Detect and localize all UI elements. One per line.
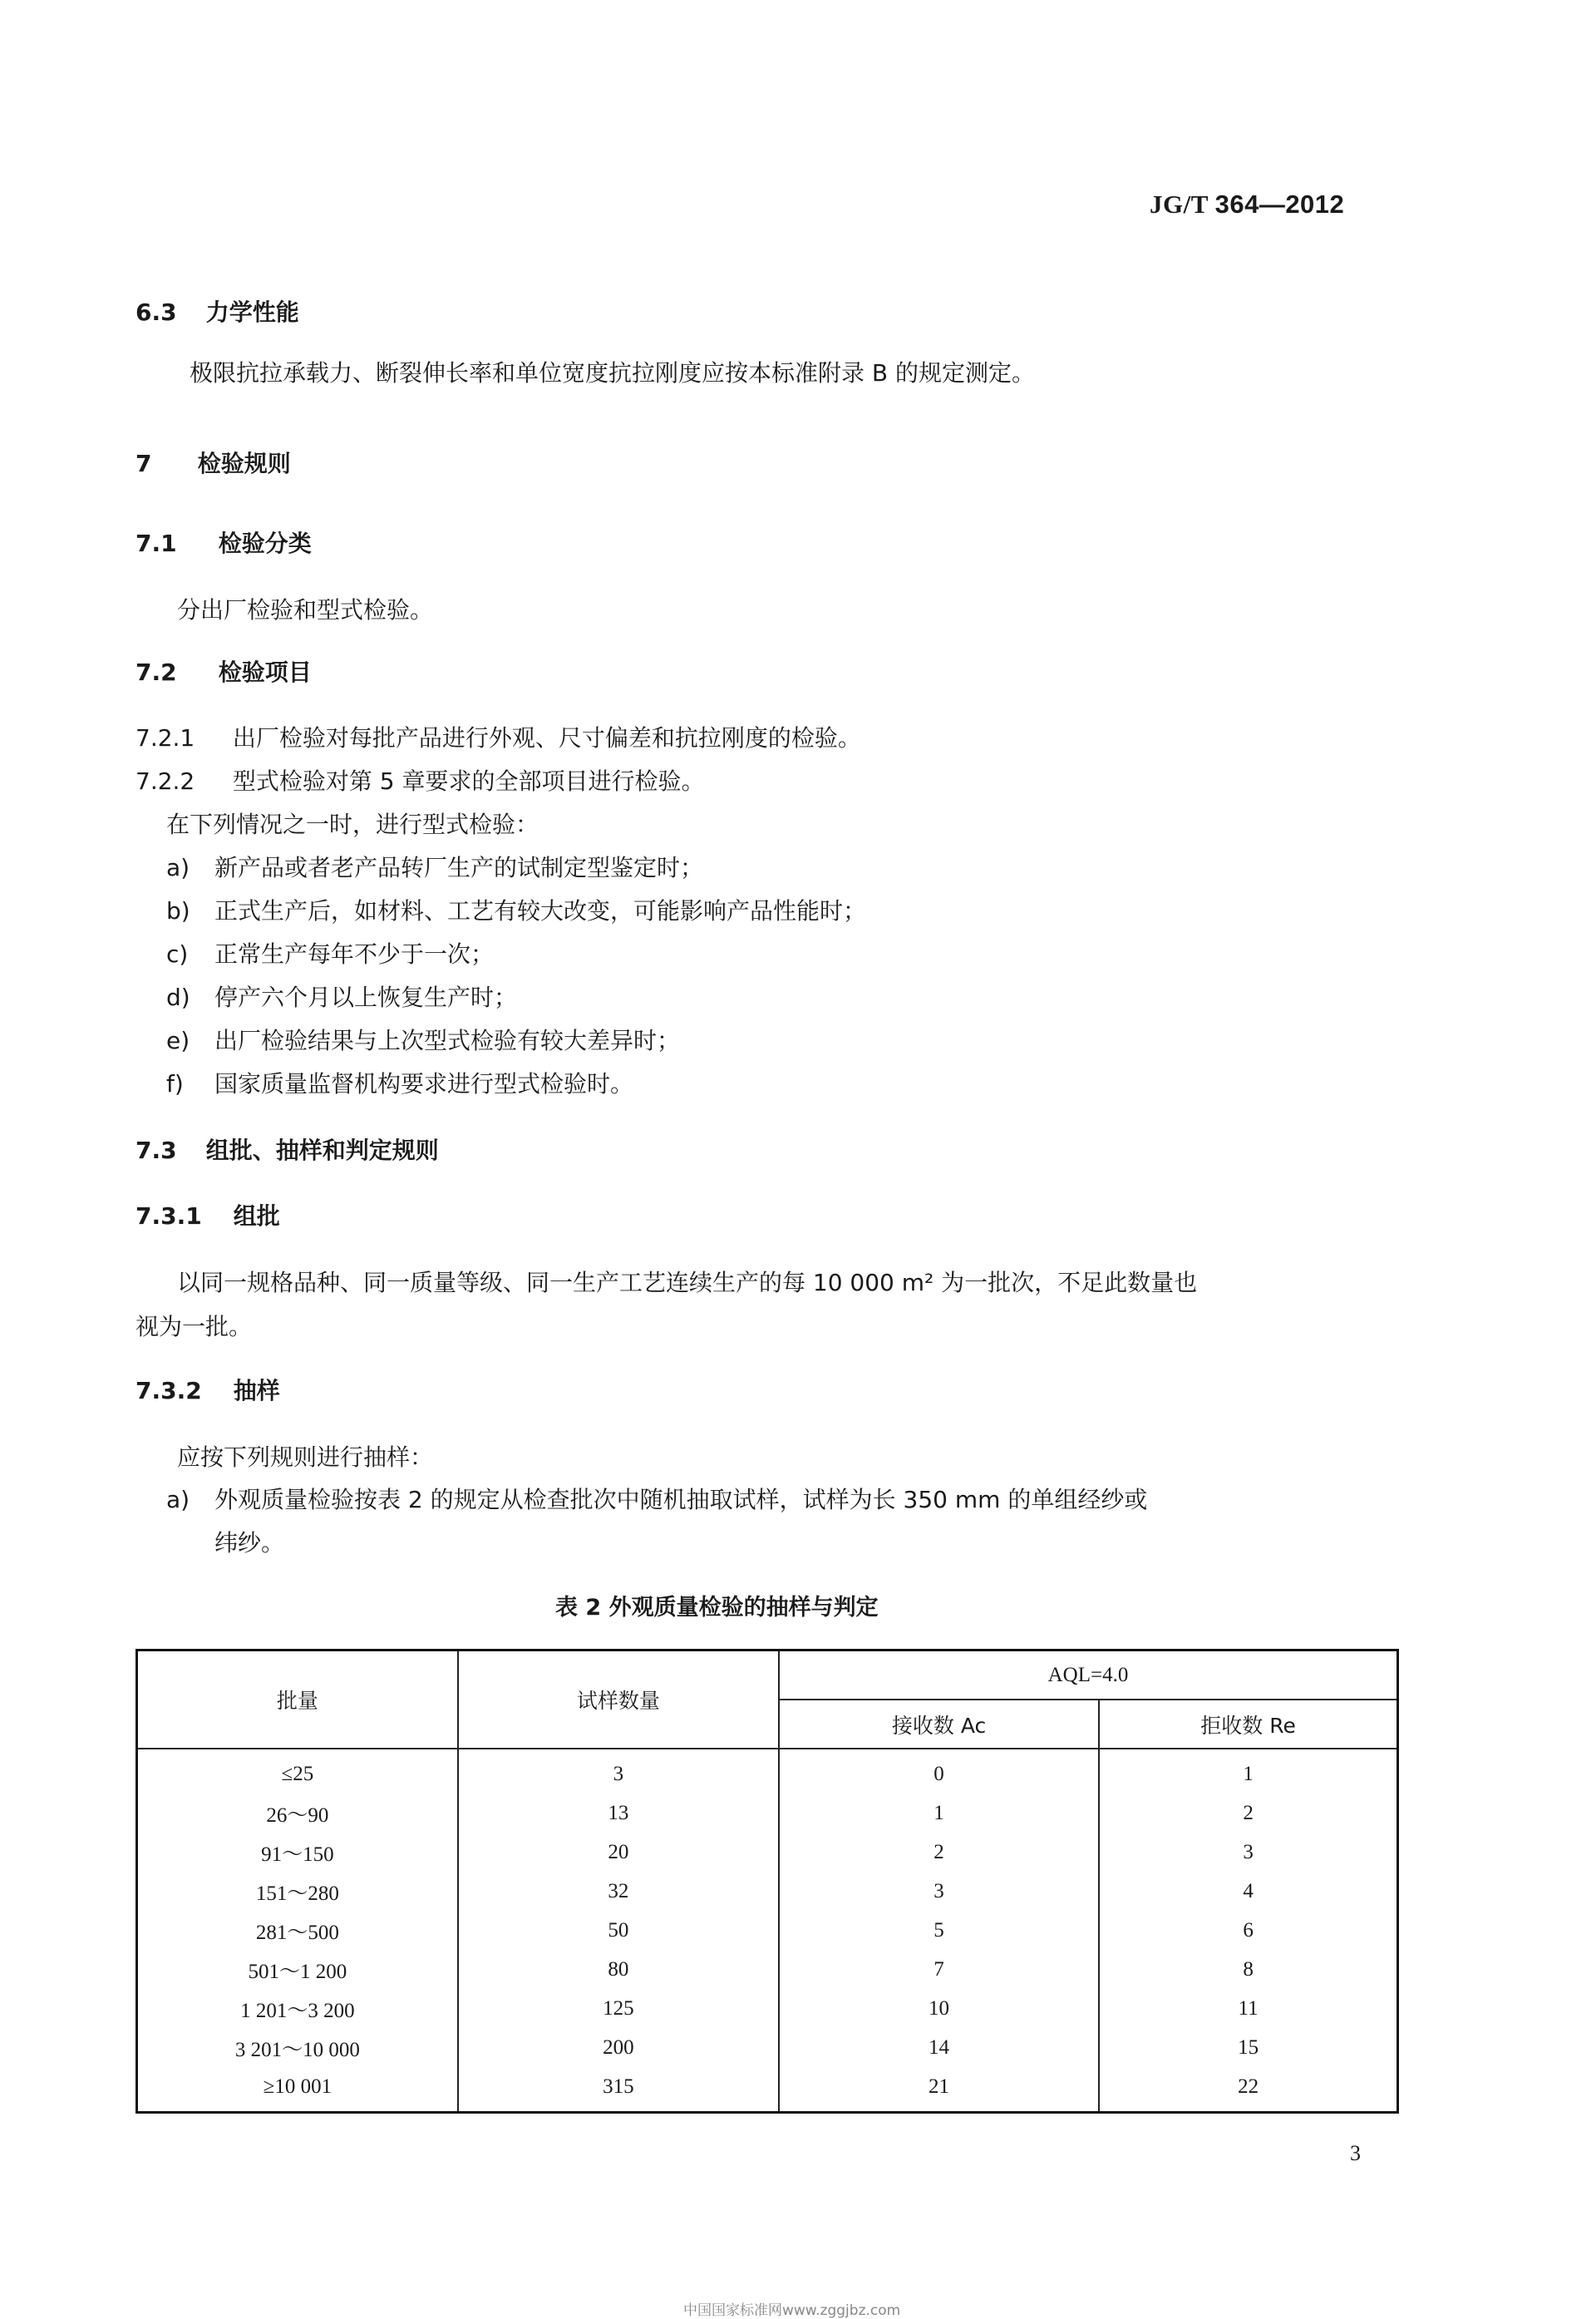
table-row: [137, 1794, 1398, 1833]
cell-batch: 26～90: [137, 1794, 458, 1833]
section-number: 7.3: [135, 1137, 177, 1164]
list-text: 新产品或者老产品转厂生产的试制定型鉴定时；: [214, 854, 704, 881]
cell-re: 22: [1099, 2067, 1397, 2113]
clause-number: 7.2.1: [135, 724, 195, 752]
list-text: 正常生产每年不少于一次；: [214, 940, 495, 968]
cell-sample: 20: [458, 1833, 779, 1872]
cell-sample: 315: [458, 2067, 779, 2113]
cell-re: 3: [1099, 1833, 1397, 1872]
cell-sample: 3: [458, 1749, 779, 1794]
cell-batch: 151～280: [137, 1872, 458, 1911]
clause-7-2-2-intro: 在下列情况之一时，进行型式检验：: [166, 811, 539, 838]
cell-re: 15: [1099, 2028, 1397, 2067]
cell-ac: 10: [779, 1989, 1099, 2028]
cell-batch: 91～150: [137, 1833, 458, 1872]
heading-7-3-2: [135, 1373, 280, 1406]
list-item: [166, 936, 494, 970]
section-title: 检验项目: [218, 659, 312, 686]
heading-7-1: [135, 525, 312, 559]
header-accept: 接收数 Ac: [779, 1700, 1099, 1749]
section-number: 7.2: [135, 659, 177, 686]
clause-number: 7.2.2: [135, 767, 195, 795]
page-number: 3: [1350, 2141, 1361, 2165]
list-item: [166, 1066, 633, 1099]
heading-7-3: [135, 1132, 439, 1166]
cell-re: 8: [1099, 1950, 1397, 1989]
cell-sample: 50: [458, 1911, 779, 1950]
header-reject: 拒收数 Re: [1099, 1700, 1397, 1749]
paragraph-7-3-1-line2: 视为一批。: [135, 1313, 253, 1340]
clause-text: 型式检验对第 5 章要求的全部项目进行检验。: [232, 767, 705, 795]
cell-re: 4: [1099, 1872, 1397, 1911]
list-text: 正式生产后，如材料、工艺有较大改变，可能影响产品性能时；: [214, 897, 867, 925]
paragraph-7-3-2-intro: 应按下列规则进行抽样：: [177, 1443, 434, 1471]
clause-text: 出厂检验对每批产品进行外观、尺寸偏差和抗拉刚度的检验。: [232, 724, 861, 752]
cell-re: 6: [1099, 1911, 1397, 1950]
list-marker: f): [166, 1070, 184, 1098]
list-item: [166, 893, 866, 926]
cell-batch: 501～1 200: [137, 1950, 458, 1989]
section-number: 6.3: [135, 299, 177, 326]
standard-code-number: 364—2012: [1214, 190, 1345, 219]
cell-ac: 21: [779, 2067, 1099, 2113]
table-row: [137, 1911, 1398, 1950]
cell-ac: 5: [779, 1911, 1099, 1950]
list-text: 停产六个月以上恢复生产时；: [214, 984, 518, 1011]
section-title: 组批、抽样和判定规则: [205, 1137, 439, 1164]
cell-re: 2: [1099, 1794, 1397, 1833]
cell-re: 11: [1099, 1989, 1397, 2028]
watermark-footer: 中国国家标准网www.zggjbz.com: [683, 2302, 901, 2319]
standard-code: [1150, 190, 1344, 220]
cell-batch: ≤25: [137, 1749, 458, 1794]
standard-code-prefix: JG/T: [1150, 190, 1209, 219]
cell-sample: 80: [458, 1950, 779, 1989]
list-item: [166, 1482, 1147, 1515]
list-marker: a): [166, 854, 190, 881]
heading-7: [135, 446, 291, 479]
clause-7-2-1: [135, 720, 861, 753]
list-text: 出厂检验结果与上次型式检验有较大差异时；: [214, 1027, 681, 1054]
cell-batch: 1 201～3 200: [137, 1989, 458, 2028]
section-title: 抽样: [233, 1377, 280, 1404]
list-marker: c): [166, 940, 189, 968]
cell-sample: 32: [458, 1872, 779, 1911]
cell-batch: 3 201～10 000: [137, 2028, 458, 2067]
heading-6-3: [135, 294, 299, 328]
section-number: 7.3.1: [135, 1202, 202, 1230]
paragraph-7-3-1-line1: 以同一规格品种、同一质量等级、同一生产工艺连续生产的每 10 000 m² 为一批次，不足此数量也: [177, 1269, 1198, 1296]
cell-sample: 125: [458, 1989, 779, 2028]
cell-ac: 2: [779, 1833, 1099, 1872]
cell-ac: 0: [779, 1749, 1099, 1794]
list-item-continuation: 纬纱。: [214, 1529, 285, 1557]
section-title: 检验规则: [197, 450, 291, 477]
list-marker: a): [166, 1486, 190, 1513]
section-title: 力学性能: [205, 299, 299, 326]
table-row: [137, 1833, 1398, 1872]
cell-re: 1: [1099, 1749, 1397, 1794]
table-caption: 表 2 外观质量检验的抽样与判定: [555, 1595, 879, 1621]
list-marker: e): [166, 1027, 190, 1054]
table-row: [137, 2067, 1398, 2113]
paragraph-7-1: 分出厂检验和型式检验。: [177, 596, 434, 624]
heading-7-2: [135, 654, 312, 688]
section-number: 7: [135, 450, 152, 477]
header-batch: 批量: [137, 1650, 458, 1749]
table-row: [137, 1872, 1398, 1911]
clause-7-2-2: [135, 763, 705, 797]
table-row: [137, 1989, 1398, 2028]
section-title: 组批: [233, 1202, 280, 1230]
section-number: 7.3.2: [135, 1377, 202, 1404]
cell-ac: 3: [779, 1872, 1099, 1911]
list-item: [166, 979, 517, 1013]
list-marker: d): [166, 984, 190, 1011]
cell-ac: 1: [779, 1794, 1099, 1833]
section-number: 7.1: [135, 530, 177, 557]
table-row: [137, 1749, 1398, 1794]
section-title: 检验分类: [218, 530, 312, 557]
cell-sample: 200: [458, 2028, 779, 2067]
cell-ac: 14: [779, 2028, 1099, 2067]
cell-ac: 7: [779, 1950, 1099, 1989]
header-sample-size: 试样数量: [458, 1650, 779, 1749]
list-text: 外观质量检验按表 2 的规定从检查批次中随机抽取试样，试样为长 350 mm 的单组经纱或: [214, 1486, 1148, 1513]
list-item: [166, 1023, 680, 1056]
paragraph-6-3: 极限抗拉承载力、断裂伸长率和单位宽度抗拉刚度应按本标准附录 B 的规定测定。: [190, 359, 1036, 387]
header-aql: AQL=4.0: [779, 1650, 1398, 1700]
heading-7-3-1: [135, 1198, 280, 1231]
cell-sample: 13: [458, 1794, 779, 1833]
table-row: [137, 2028, 1398, 2067]
cell-batch: 281～500: [137, 1911, 458, 1950]
list-item: [166, 850, 703, 883]
table-row: [137, 1950, 1398, 1989]
list-text: 国家质量监督机构要求进行型式检验时。: [214, 1070, 634, 1098]
list-marker: b): [166, 897, 190, 925]
cell-batch: ≥10 001: [137, 2067, 458, 2113]
sampling-table: [135, 1649, 1399, 2114]
